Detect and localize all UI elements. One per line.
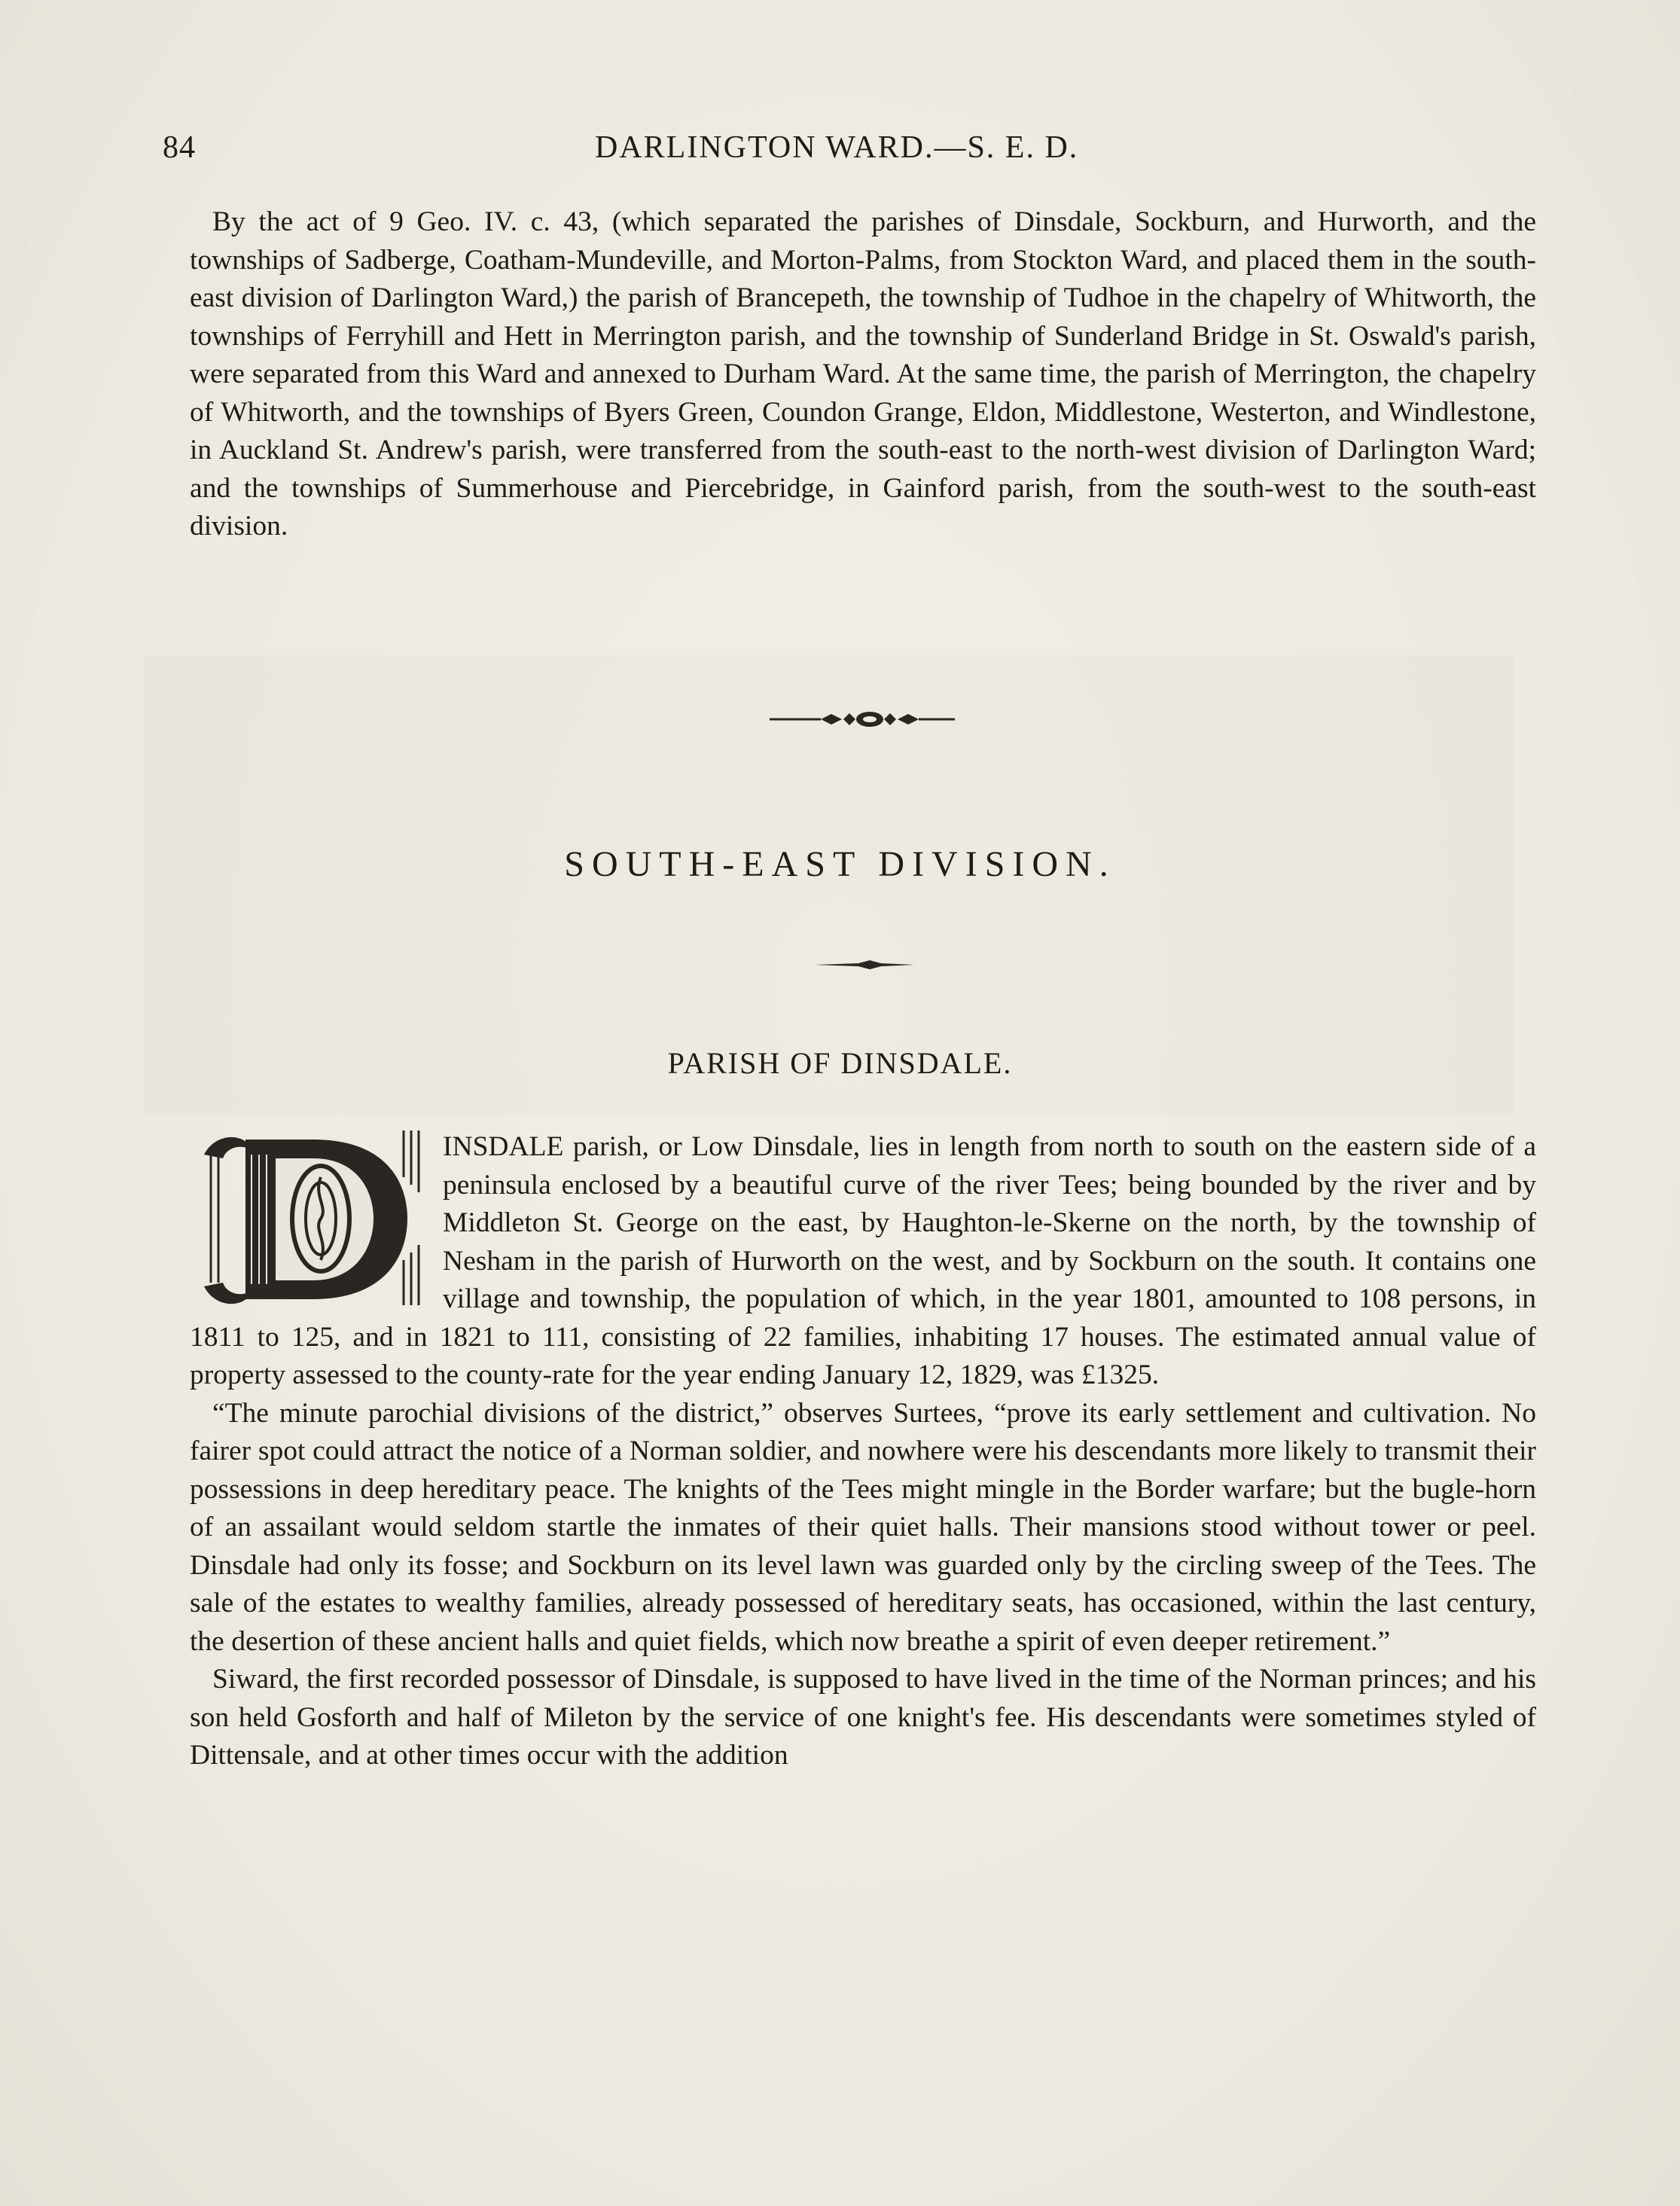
parish-title: PARISH OF DINSDALE. <box>667 1046 1013 1080</box>
intro-paragraph: By the act of 9 Geo. IV. c. 43, (which separated the parishes of Dinsdale, Sockburn, and Hurworth, and the townships of Sadberge, Coatham-Mundeville, and Morton-Palms, from Stockton Ward, and placed them in the south-east division of Darlington Ward,) the parish of Brancepeth, the township of Tudhoe in the chapelry of Whitworth, the townships of Ferryhill and Hett in Merrington parish, and the township of Sunderland Bridge in St. Oswald's parish, were separated from this Ward and annexed to Durham Ward. At the same time, the parish of Merrington, the chapelry of Whitworth, and the townships of Byers Green, Coundon Grange, Eldon, Middlestone, Westerton, and Windlestone, in Auckland St. Andrew's parish, were transferred from the south-east to the north-west division of Darlington Ward; and the townships of Summerhouse and Piercebridge, in Gainford parish, from the south-west to the south-east division. <box>190 206 1536 542</box>
parish-body <box>190 1128 1536 1775</box>
division-title: SOUTH-EAST DIVISION. <box>564 844 1116 884</box>
ornament-rule-top <box>768 706 956 732</box>
running-head: DARLINGTON WARD.—S. E. D. <box>595 130 1079 165</box>
drop-cap-spacer <box>190 1128 443 1317</box>
parish-paragraph-3: Siward, the first recorded possessor of Dinsdale, is supposed to have lived in the time of the Norman princes; and his son held Gosforth and half of Mileton by the service of one knight's fee. His descendants were sometimes styled of Dittensale, and at other times occur with the addition <box>190 1664 1536 1771</box>
page-number: 84 <box>163 130 196 165</box>
ornament-rule-middle <box>813 958 916 972</box>
parish-paragraph-1: INSDALE parish, or Low Dinsdale, lies in length from north to south on the eastern side of a peninsula enclosed by a beautiful curve of the river Tees; being bounded by the river and by Middleton St. George on the east, by Haughton-le-Skerne on the north, by the township of Nesham in the parish of Hurworth on the west, and by Sockburn on the south. It contains one village and township, the population of which, in the year 1801, amounted to 108 persons, in 1811 to 125, and in 1821 to 111, consisting of 22 families, inhabiting 17 houses. The estimated annual value of property assessed to the county-rate for the year ending January 12, 1829, was £1325. <box>190 1131 1536 1390</box>
parish-paragraph-2: “The minute parochial divisions of the district,” observes Surtees, “prove its early settlement and cultivation. No fairer spot could attract the notice of a Norman soldier, and nowhere were his descendants more likely to transmit their possessions in deep hereditary peace. The knights of the Tees might mingle in the Border warfare; but the bugle-horn of an assailant would seldom startle the inmates of their quiet halls. Their mansions stood without tower or peel. Dinsdale had only its fosse; and Sockburn on its level lawn was guarded only by the circling sweep of the Tees. The sale of the estates to wealthy families, already possessed of hereditary seats, has occasioned, within the last century, the desertion of these ancient halls and quiet fields, which now breathe a spirit of even deeper retirement.” <box>190 1397 1536 1657</box>
